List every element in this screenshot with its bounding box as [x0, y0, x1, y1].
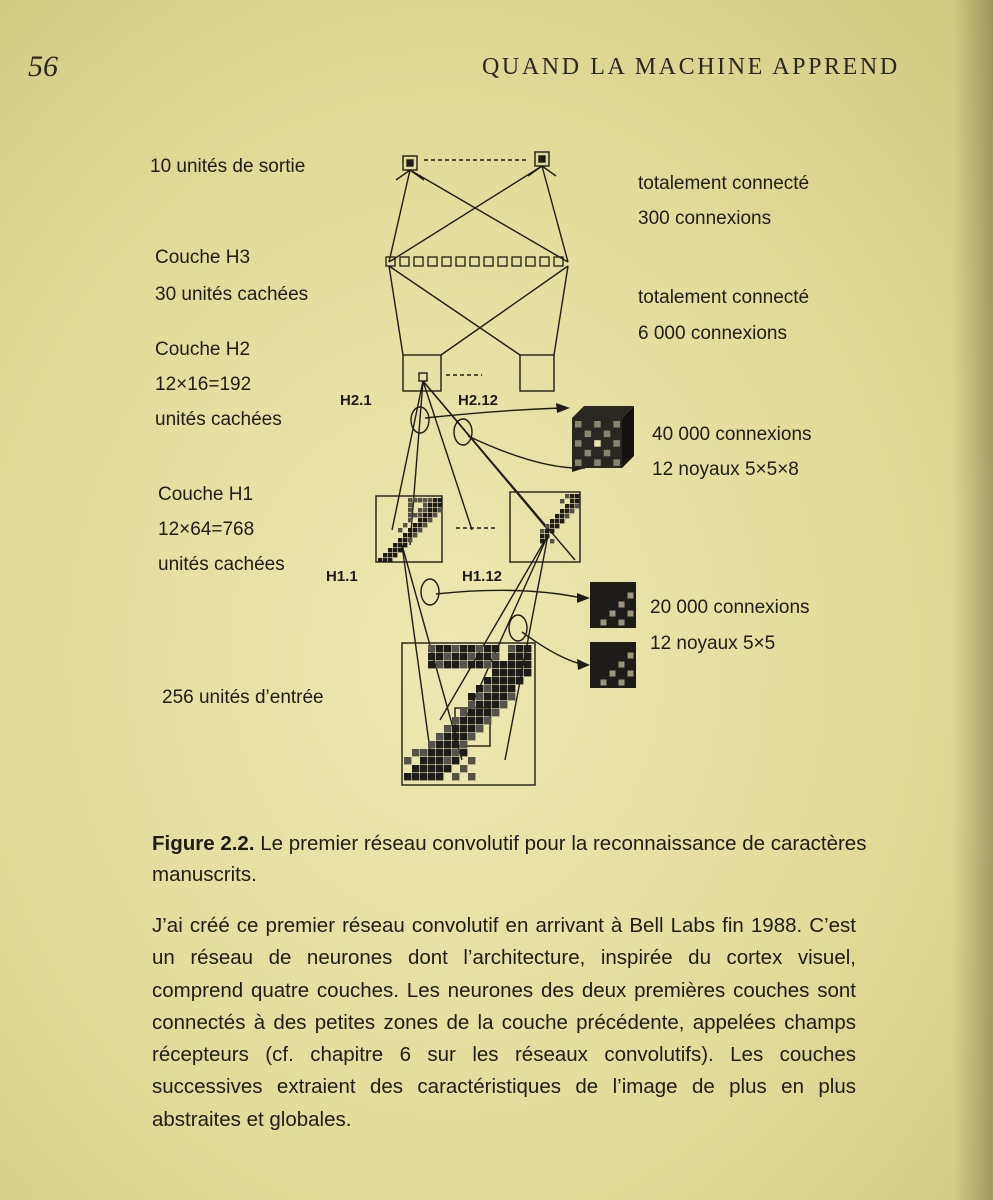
pixel: [452, 717, 459, 724]
label-full-1-line2: 300 connexions: [638, 208, 772, 229]
label-map-h1-12: H1.12: [462, 568, 503, 585]
pixel: [565, 494, 569, 498]
pixel: [468, 773, 475, 780]
label-conv-1-line2: 12 noyaux 5×5: [650, 633, 776, 654]
pixel: [408, 518, 412, 522]
pixel: [444, 725, 451, 732]
pixel: [428, 653, 435, 660]
ray-h1-1: [402, 545, 430, 750]
pixel: [428, 498, 432, 502]
edge-h3-h2-2: [389, 266, 520, 355]
pixel: [492, 701, 499, 708]
running-head: QUAND LA MACHINE APPREND: [482, 54, 900, 80]
label-h1-units: unités cachées: [158, 554, 285, 575]
pixel: [433, 508, 437, 512]
arrow-to-kernel-3d: [556, 403, 570, 413]
pixel: [570, 504, 574, 508]
label-h1-size: 12×64=768: [158, 519, 255, 540]
pixel: [413, 513, 417, 517]
pixel: [408, 528, 412, 532]
pixel: [428, 513, 432, 517]
pixel: [565, 504, 569, 508]
pixel: [460, 661, 467, 668]
pixel: [468, 645, 475, 652]
pixel: [508, 669, 515, 676]
pixel: [412, 749, 419, 756]
label-map-h2-1: H2.1: [340, 392, 372, 409]
h2-map-last: [520, 355, 554, 391]
pixel: [484, 693, 491, 700]
pixel: [444, 757, 451, 764]
pixel: [560, 509, 564, 513]
pixel: [428, 749, 435, 756]
pixel: [476, 701, 483, 708]
pixel: [468, 757, 475, 764]
kernel-cell: [628, 593, 634, 599]
h3-unit: [540, 257, 549, 266]
pixel: [428, 518, 432, 522]
pixel: [423, 498, 427, 502]
label-h1-title: Couche H1: [158, 484, 254, 505]
cube-cell: [585, 431, 592, 438]
pixel: [413, 498, 417, 502]
pixel: [500, 677, 507, 684]
pixel: [508, 693, 515, 700]
pixel: [460, 645, 467, 652]
pixel: [404, 757, 411, 764]
pixel: [423, 518, 427, 522]
pixel: [436, 653, 443, 660]
pixel: [524, 645, 531, 652]
pixel: [476, 709, 483, 716]
pixel: [545, 534, 549, 538]
pixel: [575, 504, 579, 508]
pixel: [460, 709, 467, 716]
kernel-cell: [628, 653, 634, 659]
pixel: [444, 653, 451, 660]
kernel-grid-icon-a: [590, 582, 636, 628]
pixel: [492, 709, 499, 716]
pixel: [565, 514, 569, 518]
caption-paragraph: J’ai créé ce premier réseau convolutif en arrivant à Bell Labs fin 1988. C’est un réseau de neurones dont l’architecture, inspirée du cortex visuel, comprend quatre couches. Les neurones des deux premières couches sont connectés à des petites zones de la couche précédente, appelées champs récepteurs (cf. chapitre 6 sur les réseaux convolutifs). Les couches successives extraient des caractéristiques de l’image de plus en plus abstraites et globales.: [152, 914, 856, 1131]
pixel: [388, 558, 392, 562]
pixel: [516, 661, 523, 668]
label-conv-2-line2: 12 noyaux 5×5×8: [652, 459, 799, 480]
cube-cell: [575, 421, 582, 428]
label-full-2-line1: totalement connecté: [638, 287, 810, 308]
pixel: [492, 645, 499, 652]
pixel: [550, 524, 554, 528]
output-unit-last-core: [539, 156, 545, 162]
callout-h2b: [468, 436, 585, 468]
pixel: [476, 717, 483, 724]
pixel: [468, 717, 475, 724]
pixel: [436, 773, 443, 780]
pixel: [378, 558, 382, 562]
pixel: [460, 741, 467, 748]
pixel: [460, 749, 467, 756]
pixel: [492, 653, 499, 660]
edge-h3-h2-4: [554, 266, 568, 355]
figure-caption-title: [152, 828, 872, 890]
pixel: [404, 773, 411, 780]
kernel-cell: [628, 671, 634, 677]
pixel: [540, 529, 544, 533]
h1-field-marker-right: [509, 615, 527, 641]
pixel: [524, 661, 531, 668]
pixel: [413, 533, 417, 537]
kernel-square: [590, 642, 636, 688]
edge-h3-h2-3: [441, 266, 568, 355]
cube-cell: [575, 459, 582, 466]
pixel: [484, 709, 491, 716]
h3-unit: [526, 257, 535, 266]
label-output-units: 10 unités de sortie: [150, 156, 306, 177]
pixel: [540, 539, 544, 543]
pixel: [438, 503, 442, 507]
kernel-cell: [619, 620, 625, 626]
pixel: [500, 661, 507, 668]
h1-map-first-pixels: [378, 498, 442, 562]
pixel: [500, 693, 507, 700]
pixel: [492, 661, 499, 668]
pixel: [460, 653, 467, 660]
h3-unit: [484, 257, 493, 266]
pixel: [418, 508, 422, 512]
cube-cell: [575, 440, 582, 447]
h3-unit: [498, 257, 507, 266]
pixel: [508, 677, 515, 684]
pixel: [476, 725, 483, 732]
kernel-cell: [601, 680, 607, 686]
pixel: [468, 709, 475, 716]
pixel: [412, 765, 419, 772]
pixel: [438, 508, 442, 512]
cube-cell: [585, 450, 592, 457]
pixel: [420, 773, 427, 780]
figure-label: Figure 2.2.: [152, 832, 255, 855]
pixel: [413, 523, 417, 527]
kernel-square: [590, 582, 636, 628]
cube-cell: [604, 431, 611, 438]
pixel: [436, 749, 443, 756]
pixel: [560, 514, 564, 518]
h2-field-marker-right: [454, 419, 472, 445]
pixel: [418, 523, 422, 527]
pixel: [420, 757, 427, 764]
edge-h3-out-1: [389, 170, 410, 262]
pixel: [476, 653, 483, 660]
h3-unit: [456, 257, 465, 266]
pixel: [444, 733, 451, 740]
pixel: [408, 513, 412, 517]
pixel: [516, 653, 523, 660]
kernel-cell: [619, 602, 625, 608]
pixel: [408, 503, 412, 507]
pixel: [500, 701, 507, 708]
pixel: [418, 498, 422, 502]
edge-h3-h2-1: [389, 266, 403, 355]
page-number: 56: [28, 50, 58, 83]
pixel: [484, 645, 491, 652]
pixel: [393, 543, 397, 547]
pixel: [383, 558, 387, 562]
pixel: [492, 685, 499, 692]
pixel: [393, 553, 397, 557]
pixel: [484, 685, 491, 692]
pixel: [555, 514, 559, 518]
pixel: [398, 543, 402, 547]
pixel: [433, 503, 437, 507]
pixel: [452, 773, 459, 780]
pixel: [423, 523, 427, 527]
label-h3-title: Couche H3: [155, 247, 251, 268]
label-full-1-line1: totalement connecté: [638, 173, 810, 194]
h3-unit: [512, 257, 521, 266]
pixel: [570, 499, 574, 503]
pixel: [476, 645, 483, 652]
pixel: [476, 693, 483, 700]
pixel: [428, 508, 432, 512]
pixel: [423, 508, 427, 512]
pixel: [555, 524, 559, 528]
pixel: [403, 543, 407, 547]
figure-title-text: Le premier réseau convolutif pour la reconnaissance de caractères manuscrits.: [152, 832, 867, 886]
cube-cell: [594, 421, 601, 428]
pixel: [398, 538, 402, 542]
kernel-cell: [628, 611, 634, 617]
callout-h2: [425, 408, 562, 418]
pixel: [468, 701, 475, 708]
pixel: [408, 498, 412, 502]
kernel-cell: [619, 662, 625, 668]
h3-unit: [470, 257, 479, 266]
pixel: [492, 693, 499, 700]
pixel: [444, 645, 451, 652]
pixel: [436, 757, 443, 764]
h3-unit-row: [386, 257, 563, 266]
label-map-h2-12: H2.12: [458, 392, 499, 409]
edge-h3-out-3: [410, 170, 568, 262]
pixel: [508, 661, 515, 668]
output-unit-first-core: [407, 160, 413, 166]
pixel: [452, 653, 459, 660]
pixel: [428, 741, 435, 748]
pixel: [444, 765, 451, 772]
arrow-to-kernel-2d: [577, 593, 590, 603]
pixel: [428, 503, 432, 507]
label-h3-units: 30 unités cachées: [155, 284, 309, 305]
pixel: [555, 519, 559, 523]
pixel: [484, 717, 491, 724]
pixel: [423, 503, 427, 507]
pixel: [468, 733, 475, 740]
pixel: [560, 499, 564, 503]
cube-cell: [594, 440, 601, 447]
pixel: [500, 685, 507, 692]
label-conv-1-line1: 20 000 connexions: [650, 597, 810, 618]
pixel: [524, 653, 531, 660]
h3-unit: [400, 257, 409, 266]
pixel: [476, 661, 483, 668]
pixel: [460, 717, 467, 724]
pixel: [452, 645, 459, 652]
pixel: [452, 749, 459, 756]
cube-cell: [613, 440, 620, 447]
pixel: [436, 645, 443, 652]
pixel: [403, 538, 407, 542]
kernel-cube-icon: [572, 406, 634, 468]
pixel: [438, 498, 442, 502]
pixel: [545, 524, 549, 528]
pixel: [468, 653, 475, 660]
pixel: [420, 749, 427, 756]
pixel: [550, 529, 554, 533]
pixel: [460, 733, 467, 740]
pixel: [423, 513, 427, 517]
pixel: [492, 669, 499, 676]
cube-cell: [613, 421, 620, 428]
pixel: [398, 528, 402, 532]
pixel: [428, 661, 435, 668]
pixel: [545, 529, 549, 533]
pixel: [388, 548, 392, 552]
cube-cell: [594, 459, 601, 466]
pixel: [408, 533, 412, 537]
ray-h2-1: [392, 381, 423, 530]
h1-field-marker-left: [421, 579, 439, 605]
pixel: [492, 677, 499, 684]
pixel: [516, 677, 523, 684]
pixel: [444, 661, 451, 668]
pixel: [412, 773, 419, 780]
pixel: [460, 765, 467, 772]
pixel: [468, 725, 475, 732]
pixel: [452, 725, 459, 732]
kernel-cell: [619, 680, 625, 686]
label-h2-size: 12×16=192: [155, 374, 252, 395]
pixel: [408, 508, 412, 512]
pixel: [570, 494, 574, 498]
pixel: [516, 669, 523, 676]
pixel: [575, 499, 579, 503]
pixel: [540, 534, 544, 538]
pixel: [436, 765, 443, 772]
pixel: [444, 741, 451, 748]
pixel: [452, 757, 459, 764]
pixel: [436, 733, 443, 740]
label-map-h1-1: H1.1: [326, 568, 358, 585]
pixel: [403, 523, 407, 527]
h3-unit: [428, 257, 437, 266]
pixel: [565, 509, 569, 513]
pixel: [428, 773, 435, 780]
pixel: [418, 528, 422, 532]
pixel: [428, 765, 435, 772]
kernel-grid-icon-b: [590, 642, 636, 688]
kernel-cell: [610, 611, 616, 617]
pixel: [468, 693, 475, 700]
pixel: [436, 661, 443, 668]
pixel: [403, 533, 407, 537]
pixel: [508, 653, 515, 660]
pixel: [575, 494, 579, 498]
pixel: [418, 513, 422, 517]
label-h2-units: unités cachées: [155, 409, 282, 430]
edge-h3-out-2: [389, 166, 542, 262]
pixel: [550, 539, 554, 543]
label-input-units: 256 unités d’entrée: [162, 687, 324, 708]
pixel: [516, 645, 523, 652]
label-full-2-line2: 6 000 connexions: [638, 323, 787, 344]
h1-map-last-pixels: [540, 494, 579, 543]
cube-cell: [613, 459, 620, 466]
pixel: [433, 513, 437, 517]
pixel: [393, 548, 397, 552]
cube-cell: [604, 450, 611, 457]
pixel: [433, 498, 437, 502]
pixel: [550, 519, 554, 523]
pixel: [484, 677, 491, 684]
pixel: [408, 538, 412, 542]
callout-h1: [436, 590, 582, 598]
pixel: [383, 553, 387, 557]
pixel: [484, 661, 491, 668]
pixel: [476, 685, 483, 692]
pixel: [428, 645, 435, 652]
pixel: [452, 661, 459, 668]
pixel: [398, 548, 402, 552]
pixel: [420, 765, 427, 772]
pixel: [413, 528, 417, 532]
figure-caption-body: [152, 910, 856, 1136]
pixel: [418, 518, 422, 522]
pixel: [428, 757, 435, 764]
kernel-cell: [601, 620, 607, 626]
pixel: [508, 685, 515, 692]
pixel: [388, 553, 392, 557]
kernel-cell: [610, 671, 616, 677]
pixel: [500, 669, 507, 676]
pixel: [468, 661, 475, 668]
edge-h3-out-4: [542, 166, 568, 262]
h2-unit-marker: [419, 373, 427, 381]
pixel: [444, 749, 451, 756]
arrow-to-kernel-2d-b: [577, 659, 590, 670]
pixel: [436, 741, 443, 748]
pixel: [484, 701, 491, 708]
pixel: [484, 653, 491, 660]
pixel: [508, 645, 515, 652]
pixel: [460, 725, 467, 732]
h3-unit: [414, 257, 423, 266]
label-h2-title: Couche H2: [155, 339, 251, 360]
label-conv-2-line1: 40 000 connexions: [652, 424, 812, 445]
pixel: [570, 509, 574, 513]
pixel: [452, 741, 459, 748]
pixel: [560, 519, 564, 523]
h3-unit: [442, 257, 451, 266]
callout-h1b: [522, 632, 585, 665]
pixel: [452, 733, 459, 740]
pixel: [524, 669, 531, 676]
